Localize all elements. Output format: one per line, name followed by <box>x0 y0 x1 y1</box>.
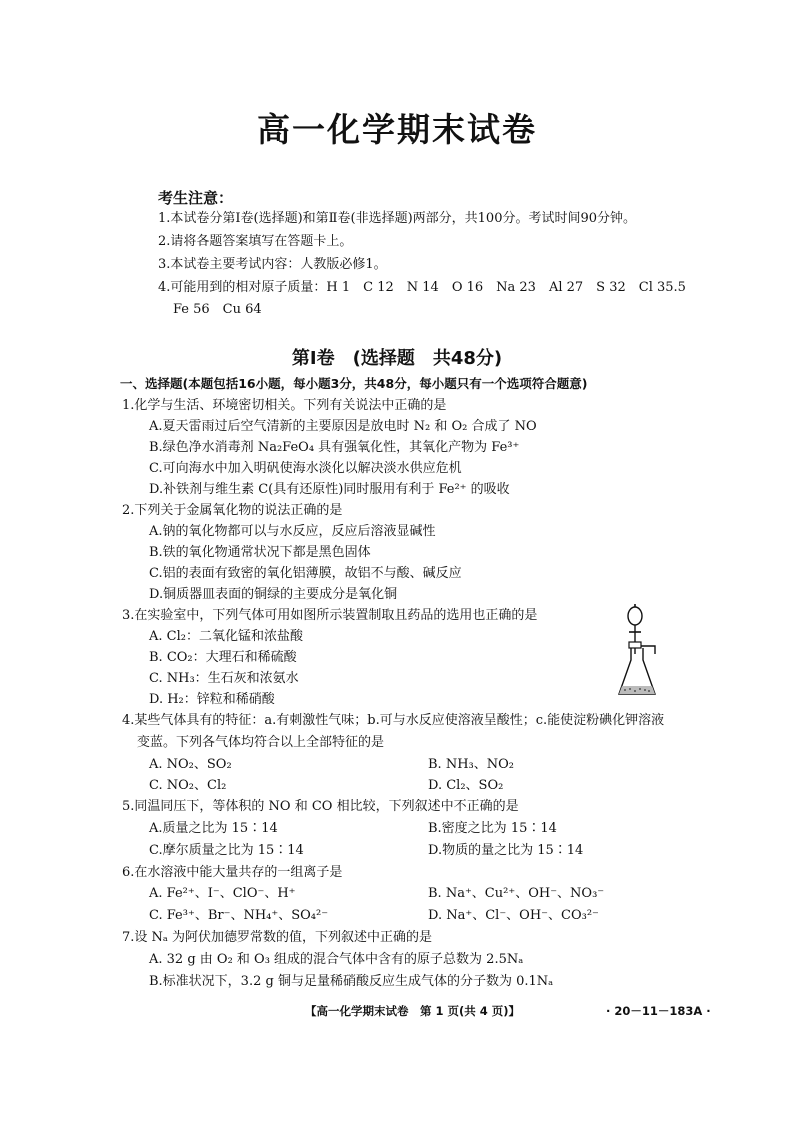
question-stem: 7.设 Nₐ 为阿伏加德罗常数的值，下列叙述中正确的是 <box>122 930 433 945</box>
option: A.质量之比为 15∶14 <box>149 821 278 836</box>
question-stem: 1.化学与生活、环境密切相关。下列有关说法中正确的是 <box>122 398 447 413</box>
option: A. Fe²⁺、I⁻、ClO⁻、H⁺ <box>149 886 296 901</box>
notice-item: 3.本试卷主要考试内容：人教版必修1。 <box>158 257 387 272</box>
question-stem: 3.在实验室中，下列气体可用如图所示装置制取且药品的选用也正确的是 <box>122 608 538 623</box>
option: A. Cl₂：二氧化锰和浓盐酸 <box>149 629 303 644</box>
page-footer: 【高一化学期末试卷 第 1 页(共 4 页)】 <box>305 1004 521 1018</box>
option: C. NH₃：生石灰和浓氨水 <box>149 671 299 686</box>
option: B.密度之比为 15∶14 <box>428 821 557 836</box>
section-subtitle: 一、选择题(本题包括16小题，每小题3分，共48分，每小题只有一个选项符合题意) <box>120 376 588 391</box>
question-stem: 2.下列关于金属氧化物的说法正确的是 <box>122 503 343 518</box>
notice-item: 2.请将各题答案填写在答题卡上。 <box>158 234 353 249</box>
flask-apparatus-figure <box>615 602 665 700</box>
section-title: 第Ⅰ卷 (选择题 共48分) <box>291 348 503 369</box>
question-stem: 6.在水溶液中能大量共存的一组离子是 <box>122 865 343 880</box>
option: C.摩尔质量之比为 15∶14 <box>149 843 304 858</box>
option: A. 32 g 由 O₂ 和 O₃ 组成的混合气体中含有的原子总数为 2.5Nₐ <box>149 952 524 967</box>
option: C. Fe³⁺、Br⁻、NH₄⁺、SO₄²⁻ <box>149 908 329 923</box>
option: C. NO₂、Cl₂ <box>149 778 227 793</box>
option: D. Cl₂、SO₂ <box>428 778 504 793</box>
notice-item: 4.可能用到的相对原子质量：H 1 C 12 N 14 O 16 Na 23 Al 27 S 32 Cl 35.5 <box>158 280 686 295</box>
notice-item: 1.本试卷分第Ⅰ卷(选择题)和第Ⅱ卷(非选择题)两部分，共100分。考试时间90分钟。 <box>158 211 637 226</box>
notice-heading: 考生注意： <box>158 189 234 207</box>
option: D.物质的量之比为 15∶14 <box>428 843 584 858</box>
option: B.绿色净水消毒剂 Na₂FeO₄ 具有强氧化性，其氧化产物为 Fe³⁺ <box>149 440 520 455</box>
page-footer-code: · 20－11－183A · <box>606 1004 711 1018</box>
question-stem-continued: 变蓝。下列各气体均符合以上全部特征的是 <box>137 735 385 750</box>
option: C.可向海水中加入明矾使海水淡化以解决淡水供应危机 <box>149 461 462 476</box>
option: D.补铁剂与维生素 C(具有还原性)同时服用有利于 Fe²⁺ 的吸收 <box>149 482 510 497</box>
option: B. Na⁺、Cu²⁺、OH⁻、NO₃⁻ <box>428 886 605 901</box>
option: B.标准状况下，3.2 g 铜与足量稀硝酸反应生成气体的分子数为 0.1Nₐ <box>149 974 554 989</box>
option: D. Na⁺、Cl⁻、OH⁻、CO₃²⁻ <box>428 908 599 923</box>
question-stem: 5.同温同压下，等体积的 NO 和 CO 相比较，下列叙述中不正确的是 <box>122 799 519 814</box>
option: B. NH₃、NO₂ <box>428 757 514 772</box>
option: B.铁的氧化物通常状况下都是黑色固体 <box>149 545 371 560</box>
notice-item: Fe 56 Cu 64 <box>173 302 262 317</box>
option: A.钠的氧化物都可以与水反应，反应后溶液显碱性 <box>149 524 436 539</box>
option: A.夏天雷雨过后空气清新的主要原因是放电时 N₂ 和 O₂ 合成了 NO <box>149 419 537 434</box>
option: D.铜质器皿表面的铜绿的主要成分是氧化铜 <box>149 587 398 602</box>
option: D. H₂：锌粒和稀硝酸 <box>149 692 275 707</box>
option: A. NO₂、SO₂ <box>149 757 232 772</box>
question-stem: 4.某些气体具有的特征：a.有刺激性气味；b.可与水反应使溶液呈酸性；c.能使淀粉碘化钾溶液 <box>122 713 665 728</box>
option: B. CO₂：大理石和稀硫酸 <box>149 650 297 665</box>
option: C.铝的表面有致密的氧化铝薄膜，故铝不与酸、碱反应 <box>149 566 462 581</box>
page-title: 高一化学期末试卷 <box>257 110 537 149</box>
